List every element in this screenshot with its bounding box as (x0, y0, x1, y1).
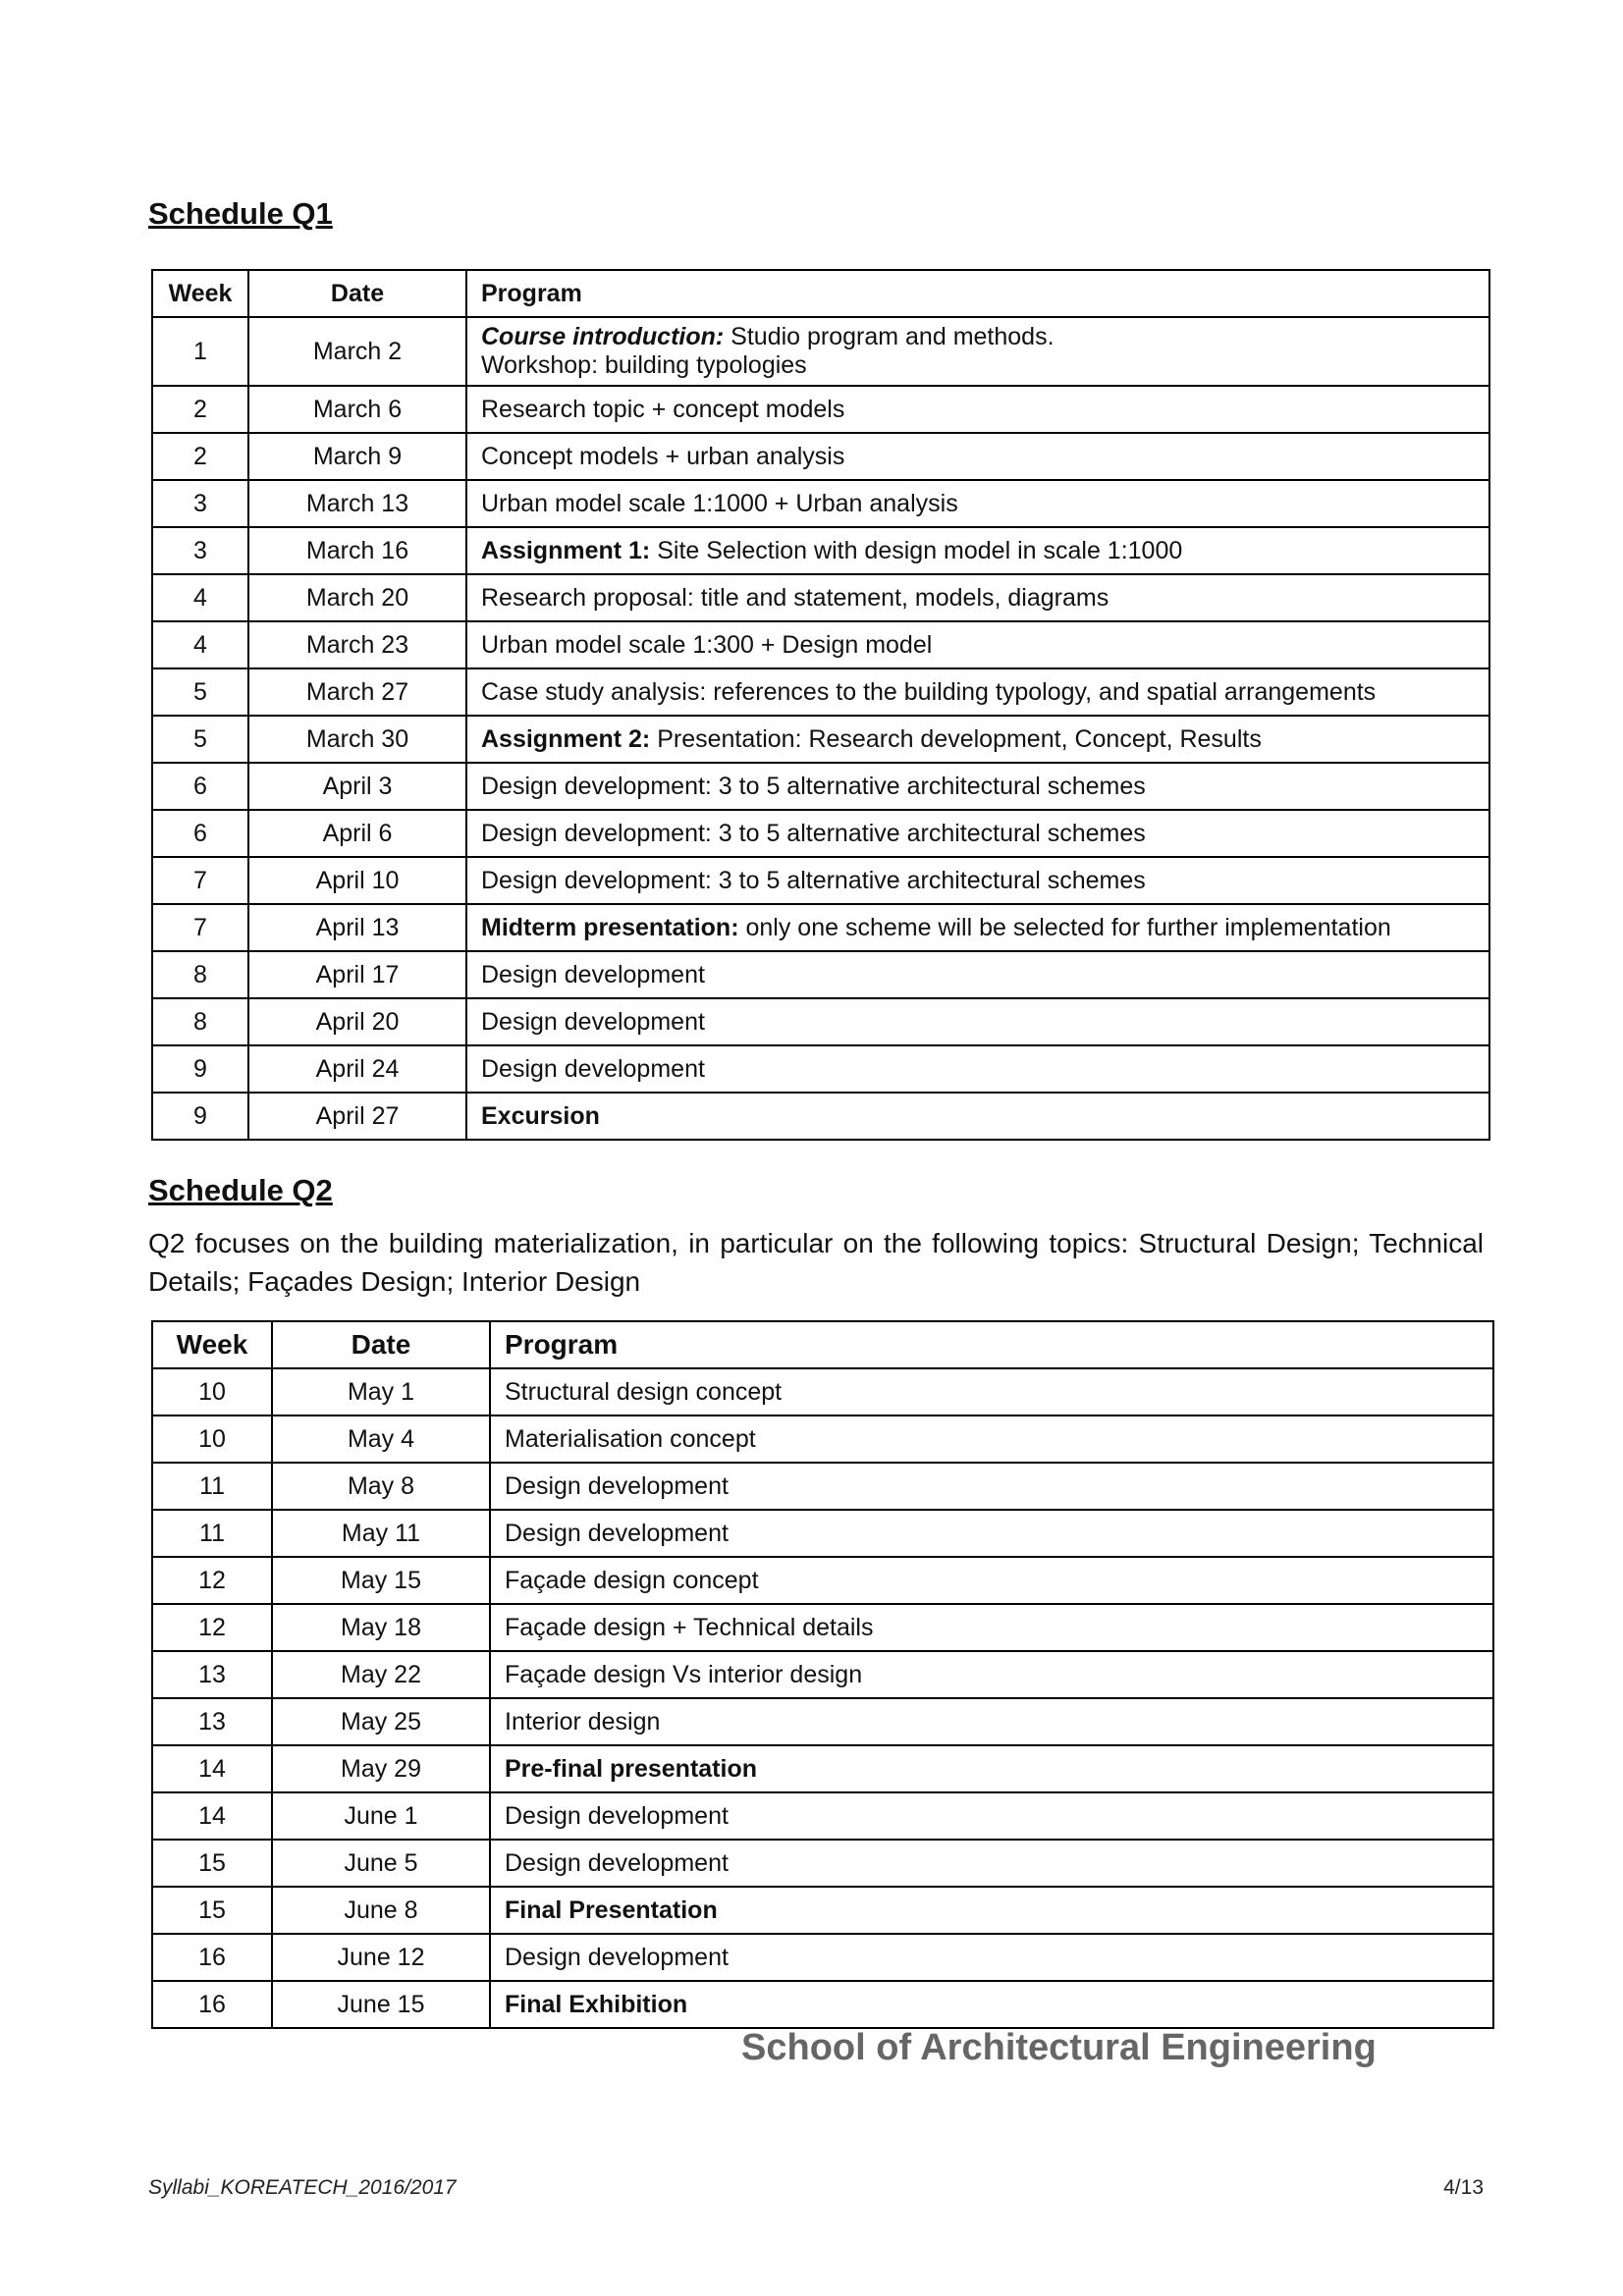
program-text: Research proposal: title and statement, models, diagrams (481, 583, 1109, 612)
date-cell: May 4 (272, 1415, 490, 1463)
table-row (152, 810, 1489, 857)
date-cell: May 25 (272, 1698, 490, 1745)
program-cell (466, 763, 1489, 810)
date-header: Date (248, 270, 466, 317)
week-cell: 4 (152, 621, 248, 668)
date-cell: June 15 (272, 1981, 490, 2028)
week-cell: 8 (152, 998, 248, 1045)
date-cell: May 29 (272, 1745, 490, 1792)
program-text: Presentation: Research development, Concept, Results (650, 724, 1262, 753)
week-cell: 10 (152, 1368, 272, 1415)
week-cell: 16 (152, 1934, 272, 1981)
program-cell (490, 1840, 1493, 1887)
program-emphasis: Pre-final presentation (505, 1754, 757, 1783)
program-text: Design development (481, 1054, 705, 1083)
program-cell (466, 527, 1489, 574)
table-row (152, 1463, 1493, 1510)
table-row (152, 317, 1489, 386)
table-row (152, 763, 1489, 810)
table-row (152, 1415, 1493, 1463)
date-cell: March 9 (248, 433, 466, 480)
date-cell: April 10 (248, 857, 466, 904)
program-emphasis: Final Presentation (505, 1896, 718, 1924)
week-cell: 1 (152, 317, 248, 386)
program-cell (466, 386, 1489, 433)
date-cell: April 24 (248, 1045, 466, 1093)
program-cell (466, 317, 1489, 386)
table-row (152, 716, 1489, 763)
table-row (152, 1745, 1493, 1792)
date-cell: June 12 (272, 1934, 490, 1981)
program-text: Urban model scale 1:1000 + Urban analysis (481, 489, 958, 517)
week-cell: 6 (152, 810, 248, 857)
week-cell: 5 (152, 716, 248, 763)
program-emphasis: Excursion (481, 1101, 600, 1130)
week-cell: 13 (152, 1651, 272, 1698)
table-row (152, 998, 1489, 1045)
week-cell: 16 (152, 1981, 272, 2028)
program-cell (490, 1981, 1493, 2028)
week-header: Week (152, 1321, 272, 1368)
table-row (152, 574, 1489, 621)
table-row (152, 857, 1489, 904)
program-text: Concept models + urban analysis (481, 442, 845, 470)
date-cell: March 2 (248, 317, 466, 386)
week-cell: 15 (152, 1887, 272, 1934)
table-row (152, 621, 1489, 668)
program-cell (490, 1934, 1493, 1981)
table-row (152, 1510, 1493, 1557)
week-cell: 2 (152, 386, 248, 433)
week-cell: 12 (152, 1604, 272, 1651)
table-row (152, 1651, 1493, 1698)
program-text: Urban model scale 1:300 + Design model (481, 630, 933, 659)
week-cell: 5 (152, 668, 248, 716)
schedule-q1-table (151, 269, 1490, 1141)
week-cell: 11 (152, 1463, 272, 1510)
date-cell: May 11 (272, 1510, 490, 1557)
program-text: Design development: 3 to 5 alternative architectural schemes (481, 866, 1146, 894)
week-header: Week (152, 270, 248, 317)
table-header-row (152, 1321, 1493, 1368)
program-cell (466, 857, 1489, 904)
program-cell (490, 1557, 1493, 1604)
week-cell: 3 (152, 527, 248, 574)
program-text: Design development (481, 1007, 705, 1036)
schedule-q2-intro: Q2 focuses on the building materialization, in particular on the following topics: Structural Design; Technical Details; Façades Design; Interior Design (148, 1228, 1484, 1297)
program-cell (490, 1745, 1493, 1792)
table-row (152, 904, 1489, 951)
week-cell: 14 (152, 1792, 272, 1840)
table-row (152, 1093, 1489, 1140)
week-cell: 11 (152, 1510, 272, 1557)
program-cell (466, 480, 1489, 527)
footer-page-number: 4/13 (1443, 2176, 1484, 2199)
table-row (152, 1840, 1493, 1887)
program-cell (466, 1093, 1489, 1140)
date-cell: April 6 (248, 810, 466, 857)
week-cell: 12 (152, 1557, 272, 1604)
date-cell: March 23 (248, 621, 466, 668)
table-row (152, 527, 1489, 574)
program-text: Design development (505, 1943, 729, 1971)
date-cell: April 27 (248, 1093, 466, 1140)
week-cell: 10 (152, 1415, 272, 1463)
date-cell: May 1 (272, 1368, 490, 1415)
program-text: Façade design concept (505, 1566, 759, 1594)
week-cell: 3 (152, 480, 248, 527)
table-row (152, 951, 1489, 998)
week-cell: 13 (152, 1698, 272, 1745)
program-emphasis: Assignment 1: (481, 536, 651, 564)
program-cell (466, 810, 1489, 857)
program-text: Façade design Vs interior design (505, 1660, 863, 1688)
program-cell (490, 1887, 1493, 1934)
date-cell: June 5 (272, 1840, 490, 1887)
table-row (152, 1981, 1493, 2028)
program-emphasis: Course introduction: (481, 323, 725, 350)
table-row (152, 1557, 1493, 1604)
table-header-row (152, 270, 1489, 317)
date-cell: April 17 (248, 951, 466, 998)
date-cell: March 13 (248, 480, 466, 527)
table-row (152, 480, 1489, 527)
table-row (152, 1045, 1489, 1093)
date-cell: June 1 (272, 1792, 490, 1840)
week-cell: 7 (152, 857, 248, 904)
program-text: Design development (505, 1848, 729, 1877)
table-row (152, 1368, 1493, 1415)
program-cell (466, 904, 1489, 951)
date-header: Date (272, 1321, 490, 1368)
program-text: Design development (481, 960, 705, 988)
program-text: Design development: 3 to 5 alternative architectural schemes (481, 819, 1146, 847)
week-cell: 6 (152, 763, 248, 810)
date-cell: April 3 (248, 763, 466, 810)
program-emphasis: Assignment 2: (481, 724, 651, 753)
schedule-q1-heading: Schedule Q1 (148, 196, 333, 231)
week-cell: 9 (152, 1093, 248, 1140)
program-text: Site Selection with design model in scale 1:1000 (650, 536, 1183, 564)
program-text: only one scheme will be selected for further implementation (738, 913, 1391, 941)
table-row (152, 1792, 1493, 1840)
date-cell: May 8 (272, 1463, 490, 1510)
program-cell (490, 1510, 1493, 1557)
program-cell (466, 668, 1489, 716)
week-cell: 7 (152, 904, 248, 951)
table-row (152, 1934, 1493, 1981)
date-cell: May 18 (272, 1604, 490, 1651)
program-text: Materialisation concept (505, 1424, 756, 1453)
program-cell (466, 1045, 1489, 1093)
program-cell (466, 716, 1489, 763)
program-cell (490, 1604, 1493, 1651)
week-cell: 2 (152, 433, 248, 480)
program-text-line2: Workshop: building typologies (481, 351, 807, 379)
program-cell (490, 1463, 1493, 1510)
date-cell: March 6 (248, 386, 466, 433)
table-row (152, 433, 1489, 480)
week-cell: 14 (152, 1745, 272, 1792)
program-cell (490, 1368, 1493, 1415)
program-text: Structural design concept (505, 1377, 783, 1406)
program-text: Interior design (505, 1707, 661, 1735)
schedule-q2-table (151, 1320, 1494, 2029)
school-name: School of Architectural Engineering (741, 2027, 1377, 2068)
date-cell: March 20 (248, 574, 466, 621)
table-row (152, 1887, 1493, 1934)
date-cell: June 8 (272, 1887, 490, 1934)
program-text: Design development (505, 1801, 729, 1830)
schedule-q1-rows (152, 317, 1489, 1140)
week-cell: 15 (152, 1840, 272, 1887)
program-cell (490, 1651, 1493, 1698)
program-cell (466, 433, 1489, 480)
table-row (152, 668, 1489, 716)
date-cell: April 13 (248, 904, 466, 951)
schedule-q2-heading: Schedule Q2 (148, 1173, 333, 1207)
program-cell (466, 621, 1489, 668)
date-cell: March 27 (248, 668, 466, 716)
program-cell (490, 1415, 1493, 1463)
table-row (152, 1698, 1493, 1745)
program-emphasis: Midterm presentation: (481, 913, 739, 941)
week-cell: 4 (152, 574, 248, 621)
program-emphasis: Final Exhibition (505, 1990, 688, 2018)
date-cell: May 22 (272, 1651, 490, 1698)
program-header: Program (490, 1321, 1493, 1368)
schedule-q2-rows (152, 1368, 1493, 2028)
program-cell (490, 1792, 1493, 1840)
footer-document-id: Syllabi_KOREATECH_2016/2017 (148, 2176, 457, 2199)
date-cell: May 15 (272, 1557, 490, 1604)
program-text: Studio program and methods. (724, 323, 1055, 350)
program-text: Design development: 3 to 5 alternative architectural schemes (481, 772, 1146, 800)
program-cell (466, 574, 1489, 621)
date-cell: April 20 (248, 998, 466, 1045)
program-cell (466, 951, 1489, 998)
program-cell (490, 1698, 1493, 1745)
program-text: Research topic + concept models (481, 395, 845, 423)
program-text: Case study analysis: references to the building typology, and spatial arrangements (481, 677, 1377, 706)
date-cell: March 16 (248, 527, 466, 574)
program-text: Design development (505, 1519, 729, 1547)
week-cell: 9 (152, 1045, 248, 1093)
program-text: Façade design + Technical details (505, 1613, 874, 1641)
program-text: Design development (505, 1471, 729, 1500)
table-row (152, 1604, 1493, 1651)
week-cell: 8 (152, 951, 248, 998)
table-row (152, 386, 1489, 433)
date-cell: March 30 (248, 716, 466, 763)
program-header: Program (466, 270, 1489, 317)
program-cell (466, 998, 1489, 1045)
